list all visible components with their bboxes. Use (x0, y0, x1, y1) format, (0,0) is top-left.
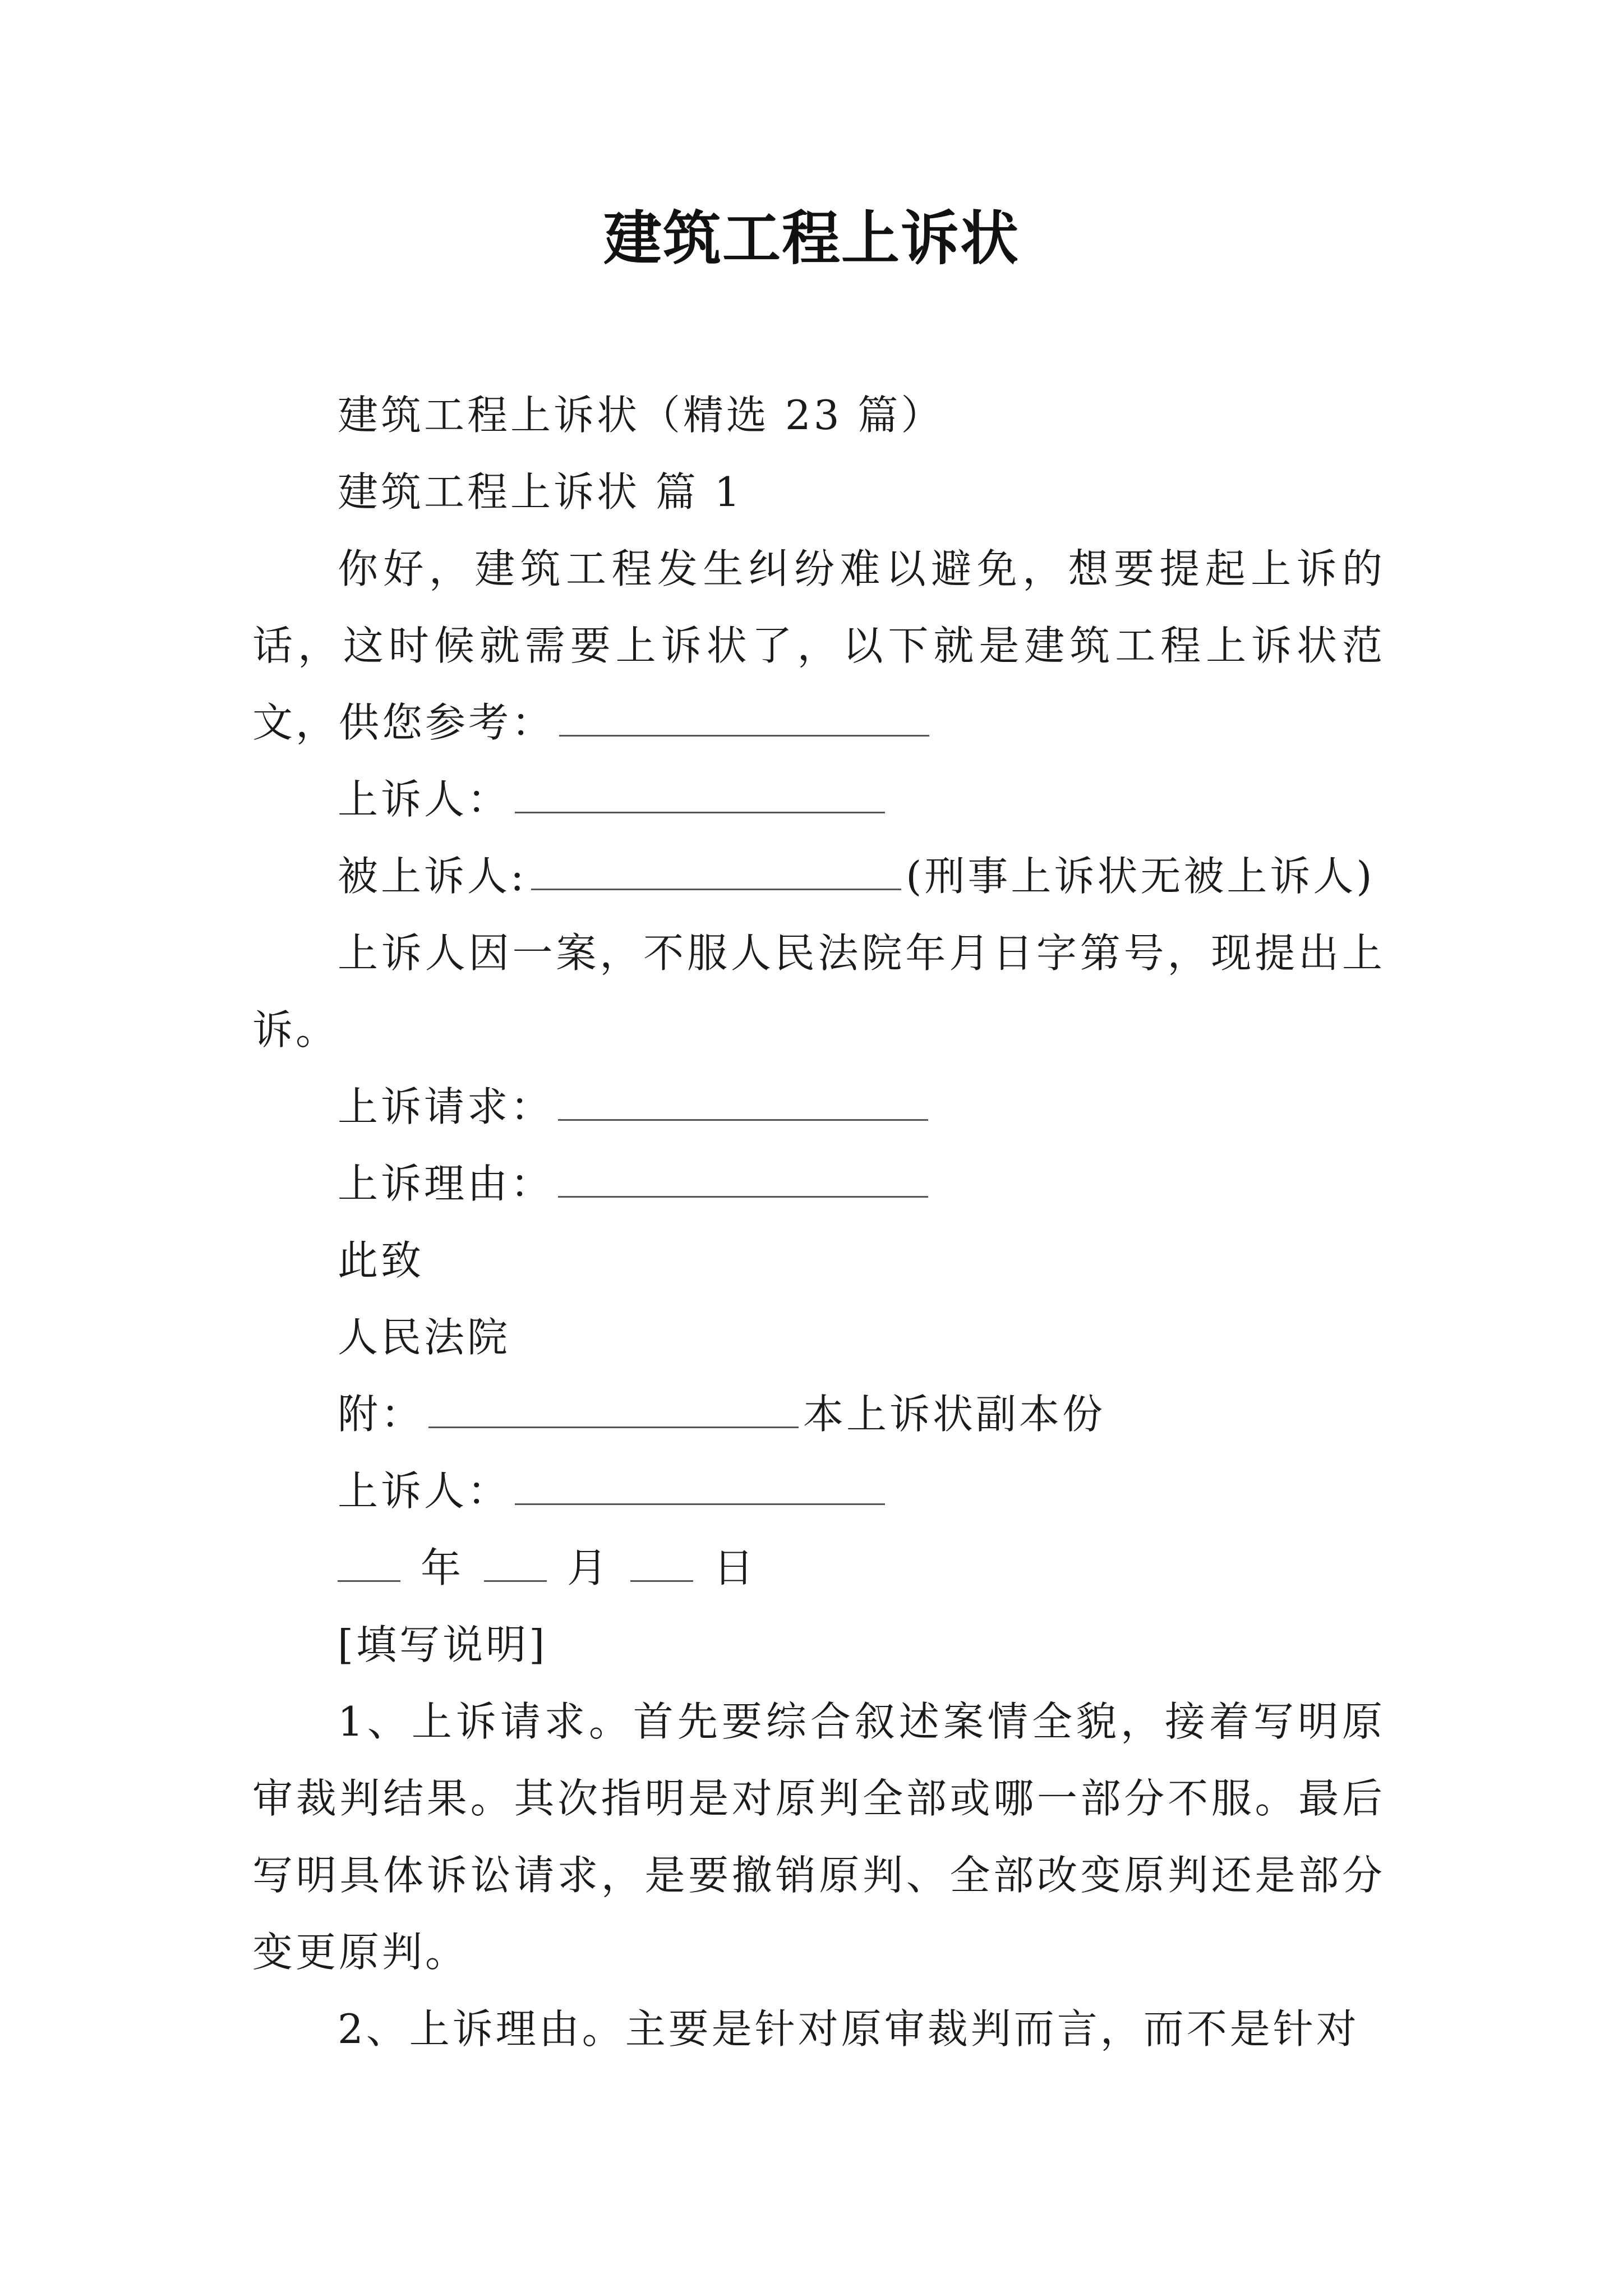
instruction-1: 1、上诉请求。首先要综合叙述案情全貌，接着写明原审裁判结果。其次指明是对原判全部或哪一部分不服。最后写明具体诉讼请求，是要撤销原判、全部改变原判还是部分变更原判。 (252, 1698, 1385, 1976)
appellant-label: 上诉人： (338, 776, 511, 823)
intro-blank-line (559, 706, 929, 737)
court-line: 人民法院 (338, 1314, 511, 1361)
appellee-blank-line (531, 859, 901, 890)
day-label: 日 (713, 1544, 757, 1591)
attachment-line (252, 1376, 1385, 1453)
appellee-line (252, 838, 1385, 915)
request-line (252, 1069, 1385, 1145)
instructions-heading: [填写说明] (338, 1621, 548, 1668)
document-title: 建筑工程上诉状 (603, 204, 1020, 273)
reason-line (252, 1145, 1385, 1222)
appellant-blank-line (515, 783, 885, 813)
day-blank-line (630, 1551, 693, 1582)
reason-blank-line (558, 1167, 928, 1198)
year-blank-line (338, 1551, 400, 1582)
appellee-note: (刑事上诉状无被上诉人) (906, 853, 1375, 900)
appellant-line (252, 761, 1385, 838)
attachment-label: 附： (338, 1391, 425, 1438)
month-blank-line (484, 1551, 547, 1582)
appellant-signature-label: 上诉人： (338, 1467, 511, 1515)
section-heading: 建筑工程上诉状 篇 1 (338, 468, 743, 516)
document-body (252, 377, 1385, 2068)
salutation: 此致 (338, 1237, 425, 1284)
case-statement: 上诉人因一案，不服人民法院年月日字第号，现提出上诉。 (252, 930, 1385, 1053)
attachment-note: 本上诉状副本份 (803, 1391, 1106, 1438)
request-blank-line (558, 1090, 928, 1121)
appellee-label: 被上诉人: (338, 853, 527, 900)
instruction-2: 2、上诉理由。主要是针对原审裁判而言，而不是针对 (338, 2005, 1359, 2053)
date-line (252, 1530, 1385, 1607)
month-label: 月 (567, 1544, 611, 1591)
attachment-blank-line (428, 1397, 799, 1428)
year-label: 年 (421, 1544, 464, 1591)
appellant-signature-blank-line (515, 1474, 885, 1505)
intro-paragraph (252, 531, 1385, 761)
request-label: 上诉请求： (338, 1083, 554, 1130)
intro-text: 你好，建筑工程发生纠纷难以避免，想要提起上诉的话，这时候就需要上诉状了，以下就是建筑工程上诉状范文，供您参考： (252, 545, 1385, 746)
subtitle: 建筑工程上诉状（精选 23 篇） (338, 392, 944, 439)
reason-label: 上诉理由： (338, 1160, 554, 1207)
appellant-signature-line (252, 1453, 1385, 1530)
